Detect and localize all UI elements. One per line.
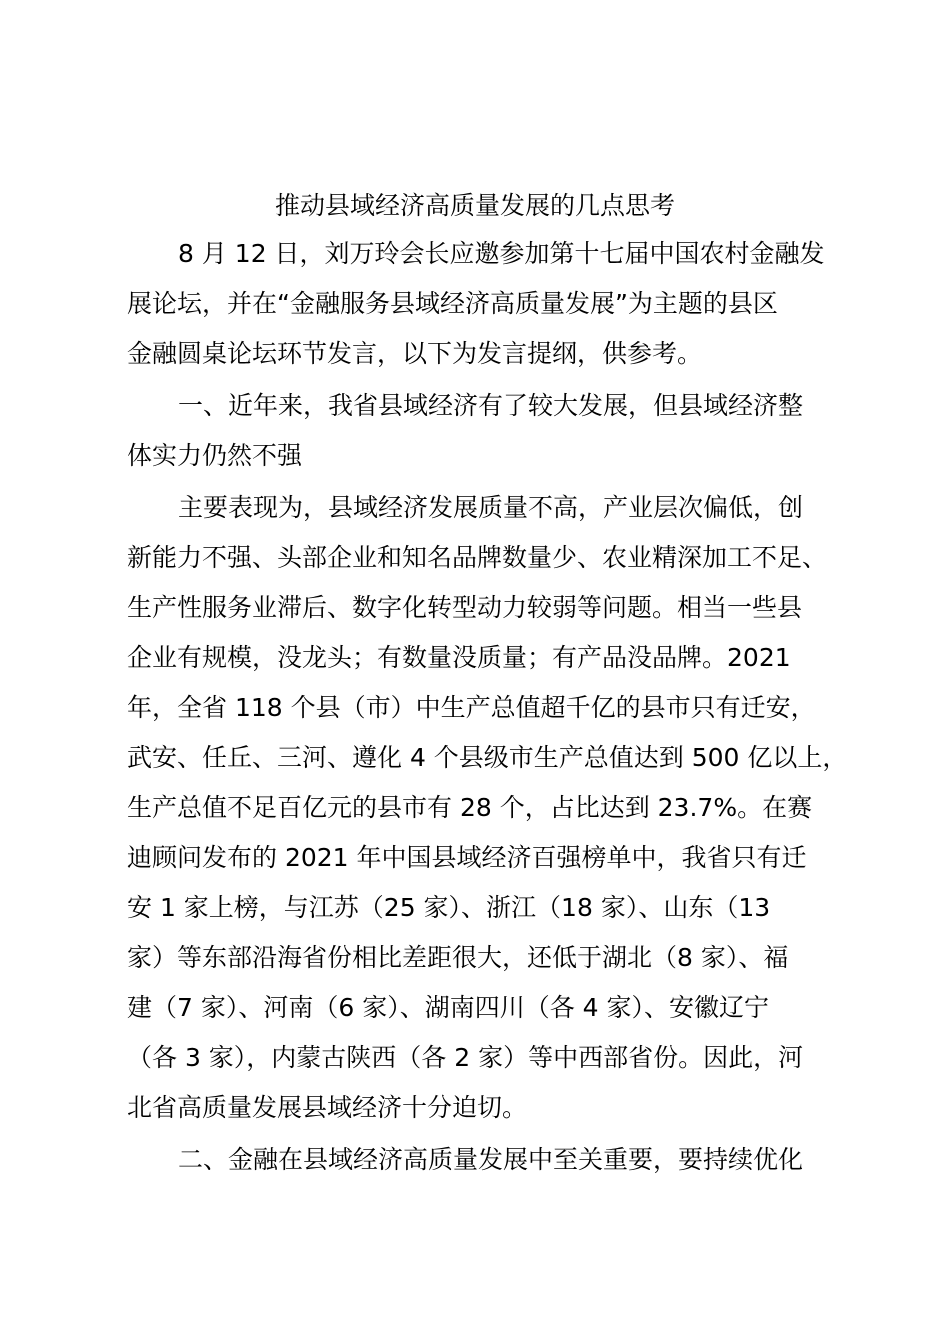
text-line: 新能力不强、头部企业和知名品牌数量少、农业精深加工不足、: [127, 543, 828, 572]
text-line: 生产性服务业滞后、数字化转型动力较弱等问题。相当一些县: [127, 593, 803, 622]
text-line: 8 月 12 日，刘万玲会长应邀参加第十七届中国农村金融发: [178, 239, 825, 268]
text-line: 安 1 家上榜，与江苏（25 家）、浙江（18 家）、山东（13: [127, 893, 771, 922]
text-line: 金融圆桌论坛环节发言，以下为发言提纲，供参考。: [127, 339, 703, 368]
text-line: 迪顾问发布的 2021 年中国县域经济百强榜单中，我省只有迁: [127, 843, 807, 872]
text-line: 一、近年来，我省县域经济有了较大发展，但县域经济整: [178, 391, 804, 420]
text-line: 展论坛，并在“金融服务县域经济高质量发展”为主题的县区: [127, 289, 778, 318]
section-heading-1: [127, 381, 867, 481]
text-line: （各 3 家），内蒙古陕西（各 2 家）等中西部省份。因此，河: [127, 1043, 804, 1072]
text-line: 体实力仍然不强: [127, 441, 303, 470]
text-line: 主要表现为，县域经济发展质量不高，产业层次偏低，创: [178, 493, 804, 522]
document-title: 推动县域经济高质量发展的几点思考: [274, 191, 675, 220]
paragraph-section-1-body: [127, 483, 867, 1133]
text-line: 企业有规模，没龙头；有数量没质量；有产品没品牌。2021: [127, 643, 791, 672]
section-heading-2: [127, 1135, 867, 1185]
paragraph-intro: [127, 229, 867, 379]
text-line: 武安、任丘、三河、遵化 4 个县级市生产总值达到 500 亿以上，: [127, 743, 848, 772]
text-line: 年，全省 118 个县（市）中生产总值超千亿的县市只有迁安，: [127, 693, 816, 722]
text-line: 生产总值不足百亿元的县市有 28 个，占比达到 23.7%。在赛: [127, 793, 813, 822]
document-body: [127, 229, 867, 1185]
text-line: 北省高质量发展县域经济十分迫切。: [127, 1093, 528, 1122]
text-line: 家）等东部沿海省份相比差距很大，还低于湖北（8 家）、福: [127, 943, 789, 972]
text-line: 二、金融在县域经济高质量发展中至关重要，要持续优化: [178, 1145, 804, 1174]
text-line: 建（7 家）、河南（6 家）、湖南四川（各 4 家）、安徽辽宁: [127, 993, 770, 1022]
